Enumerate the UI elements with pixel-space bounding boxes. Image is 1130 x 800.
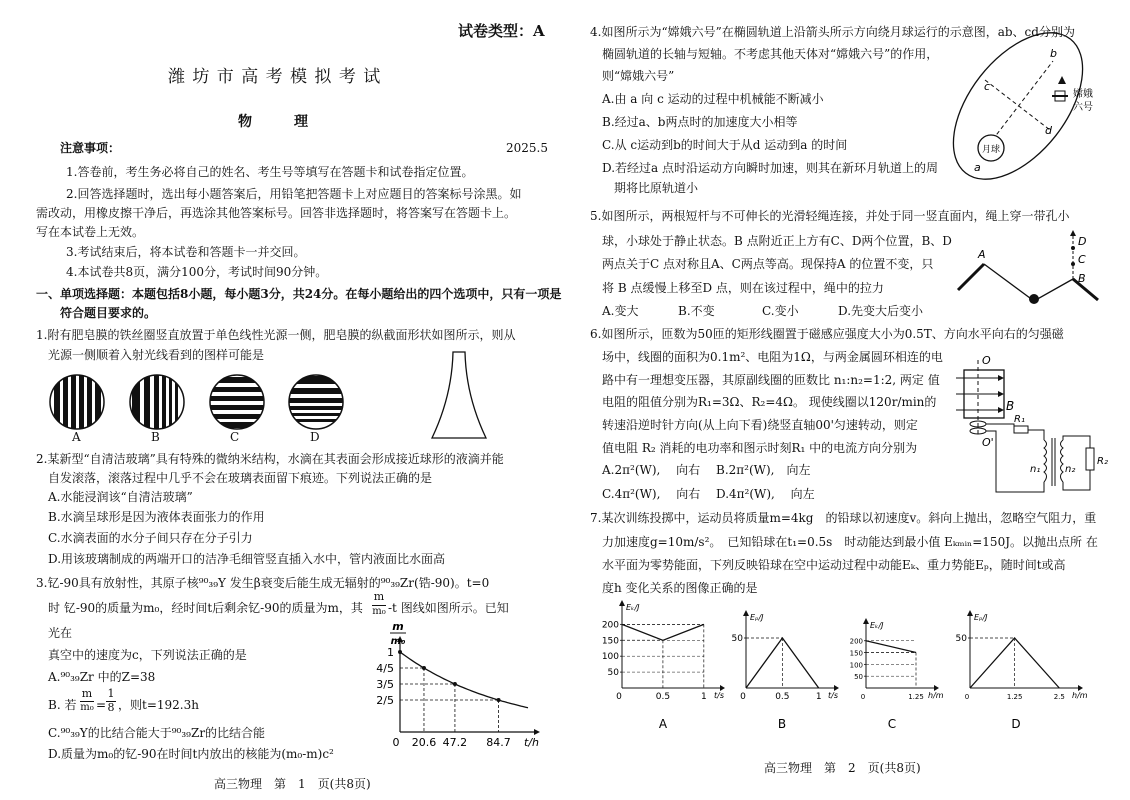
y-tick: 150 xyxy=(601,636,619,647)
y-axis-label: Eₚ/J xyxy=(974,613,988,622)
y-tick: 50 xyxy=(607,668,619,679)
graph-option-label: A xyxy=(658,717,668,731)
x-tick: 1.25 xyxy=(908,693,924,701)
probe-label-1: 嫦娥 xyxy=(1073,89,1093,100)
q2-option-c: C.水滴表面的水分子间只存在分子引力 xyxy=(48,531,253,545)
x-axis-label: h/m xyxy=(928,691,944,700)
x-axis-label: t/s xyxy=(714,691,724,700)
q6-stem: 电阻的阻值分别为R₁=3Ω、R₂=4Ω。 现使线圈以120r/min的 xyxy=(602,395,937,409)
y-tick: 50 xyxy=(955,634,967,644)
q6-stem: 值电阻 R₂ 消耗的电功率和图示时刻R₁ 中的电流方向分别为 xyxy=(602,441,918,455)
q1-label-c: C xyxy=(230,430,240,444)
y-axis-arrow xyxy=(743,610,749,616)
q3-optb-one: 1 xyxy=(107,687,115,700)
label-O: O xyxy=(982,354,991,367)
q6-stem: 6.如图所示，匝数为50匝的矩形线圈置于磁感应强度大小为0.5T、方向水平向右的匀强磁 xyxy=(590,327,1064,341)
label-n2: n₂ xyxy=(1065,464,1076,475)
q4-option-a: A.由 a 向 c 运动的过程中机械能不断减小 xyxy=(602,92,824,106)
moon-label: 月球 xyxy=(981,145,1001,155)
notice-title: 注意事项： xyxy=(60,141,121,155)
y-axis-label: Eₖ/J xyxy=(626,603,640,612)
q3-ylabel-num: m xyxy=(392,620,404,633)
subject-title: 物 理 xyxy=(238,114,308,130)
q3-stem: 时 钇-90的质量为m₀，经时间t后剩余钇-90的质量为m，其 xyxy=(48,601,363,615)
q4-stem: 4.如图所示为“嫦娥六号”在椭圆轨道上沿箭头所示方向绕月球运行的示意图，ab、cd分别为 xyxy=(590,25,1075,39)
notice-line: 2.回答选择题时，选出每小题答案后，用铅笔把答题卡上对应题目的答案标号涂黑。如 xyxy=(66,187,522,201)
q3-stem: -t 图线如图所示。已知 xyxy=(388,601,509,615)
q3-frac-num: m xyxy=(373,590,385,603)
q7-stem: 水平面为零势能面，下列反映铅球在空中运动过程中动能Eₖ、重力势能Eₚ，随时间t或高 xyxy=(602,558,1066,572)
x-tick: 2.5 xyxy=(1053,693,1065,701)
q5-stem: 5.如图所示，两根短杆与不可伸长的光滑轻绳连接，并处于同一竖直面内，绳上穿一带孔小 xyxy=(590,209,1070,223)
q3-option-a: A.⁹⁰₃₉Zr 中的Z=38 xyxy=(48,670,156,684)
q3-optb-eight: 8 xyxy=(107,701,115,714)
q5-stem: 将 B 点缓慢上移至D 点，则在该过程中，绳中的拉力 xyxy=(602,281,884,295)
data-line xyxy=(622,624,704,640)
notice-line: 3.考试结束后，将本试卷和答题卡一并交回。 xyxy=(66,245,306,259)
q3-ytick: 2/5 xyxy=(376,694,394,707)
y-tick: 200 xyxy=(849,637,863,646)
probe-label-2: 六号 xyxy=(1073,102,1093,113)
q3-xtick: 84.7 xyxy=(486,736,511,749)
q1-stem: 光源一侧顺着入射光线看到的图样可能是 xyxy=(48,348,265,362)
q7-graph-d xyxy=(956,610,1088,731)
graph-option-label: C xyxy=(887,717,897,731)
q3-ytick: 1 xyxy=(387,646,394,659)
q1-label-b: B xyxy=(151,430,160,444)
x-tick: 0.5 xyxy=(655,692,671,702)
x-tick: 1.25 xyxy=(1006,693,1023,701)
q4-option-b: B.经过a、b两点时的加速度大小相等 xyxy=(602,115,798,129)
label-R2: R₂ xyxy=(1097,456,1108,467)
exam-title: 潍 坊 市 高 考 模 拟 考 试 xyxy=(168,67,382,87)
q7-stem: 7.某次训练投掷中，运动员将质量m=4kg 的铅球以初速度v。斜向上抛出，忽略空气阻力，重 xyxy=(590,511,1097,525)
q3-option-b: B. 若 xyxy=(48,698,77,712)
data-line xyxy=(866,641,916,653)
x-tick: 1 xyxy=(700,692,707,702)
point-c-label: c xyxy=(984,80,991,93)
y-tick: 50 xyxy=(731,634,743,644)
y-tick: 150 xyxy=(849,649,863,658)
exam-date: 2025.5 xyxy=(506,141,548,155)
section-heading: 一、单项选择题：本题包括8小题，每小题3分，共24分。在每小题给出的四个选项中，只有一项是 xyxy=(36,287,562,301)
label-O-prime: O' xyxy=(982,436,994,449)
notice-line: 4.本试卷共8页，满分100分，考试时间90分钟。 xyxy=(66,265,328,279)
q3-xlabel: t/h xyxy=(524,736,539,749)
section-heading-cont: 符合题目要求的。 xyxy=(60,306,157,320)
q5-stem: 球，小球处于静止状态。B 点附近正上方有C、D两个位置，B、D xyxy=(602,234,952,248)
graph-option-label: B xyxy=(777,717,787,731)
y-tick: 50 xyxy=(854,673,863,682)
q4-stem: 则“嫦娥六号” xyxy=(602,69,675,83)
y-axis-arrow xyxy=(967,610,973,616)
x-tick: 0 xyxy=(860,693,866,701)
x-tick: 0 xyxy=(964,693,970,701)
q6-option-b: B.2π²(W), 向左 xyxy=(716,463,811,477)
q3-ytick: 4/5 xyxy=(376,662,394,675)
q3-option-b-rest: ，则t=192.3h xyxy=(118,698,199,712)
q3-optb-eq: = xyxy=(96,698,107,712)
q3-ylabel-den: m₀ xyxy=(390,636,406,647)
x-tick: 0 xyxy=(740,692,746,702)
graph-option-label: D xyxy=(1011,717,1021,731)
q5-option-d: D.先变大后变小 xyxy=(838,304,924,318)
q6-option-a: A.2π²(W), 向右 xyxy=(602,463,701,477)
label-A: A xyxy=(978,248,986,261)
footer-right: 高三物理 第 2 页(共8页) xyxy=(764,761,921,775)
q3-stem: 真空中的速度为c，下列说法正确的是 xyxy=(48,648,247,662)
q5-option-b: B.不变 xyxy=(678,304,715,318)
q3-xtick: 47.2 xyxy=(442,736,468,749)
point-a-label: a xyxy=(974,161,981,174)
q2-option-a: A.水能浸润该“自清洁玻璃” xyxy=(48,490,193,504)
y-axis-arrow xyxy=(863,618,869,624)
point-d-label: d xyxy=(1045,124,1052,137)
paper-type: 试卷类型：A xyxy=(458,22,545,40)
y-axis-label: Eₚ/J xyxy=(750,613,764,622)
q1-label-a: A xyxy=(72,430,81,444)
x-tick: 0 xyxy=(616,692,622,702)
q6-stem: 场中，线圈的面积为0.1m²、电阻为1Ω，与两金属圆环相连的电 xyxy=(602,350,943,364)
q6-stem: 转速沿逆时针方向(从上向下看)绕竖直轴00'匀速转动，则定 xyxy=(602,418,918,432)
y-tick: 100 xyxy=(849,661,863,670)
footer-left: 高三物理 第 1 页(共8页) xyxy=(214,777,371,791)
q3-stem: 3.钇-90具有放射性，其原子核⁹⁰₃₉Y 发生β衰变后能生成无辐射的⁹⁰₃₉Zr(锆-90)。t=0 xyxy=(36,576,490,590)
q4-option-d-cont: 期将比原轨道小 xyxy=(614,181,699,195)
q3-ytick: 3/5 xyxy=(376,678,394,691)
q1-label-d: D xyxy=(310,430,320,444)
point-b-label: b xyxy=(1050,47,1057,60)
label-D: D xyxy=(1078,235,1087,248)
notice-line: 写在本试卷上无效。 xyxy=(36,225,145,239)
label-C: C xyxy=(1078,253,1086,266)
x-axis-label: h/m xyxy=(1072,691,1088,700)
x-axis-label: t/s xyxy=(828,691,838,700)
q7-graph-a xyxy=(602,600,725,731)
q3-optb-num: m xyxy=(81,687,93,700)
q3-xtick: 20.6 xyxy=(411,736,437,749)
x-tick: 0.5 xyxy=(775,692,790,702)
y-tick: 100 xyxy=(601,652,619,663)
label-B: B xyxy=(1078,272,1086,285)
q2-stem: 2.某新型“自清洁玻璃”具有特殊的微纳米结构，水滴在其表面会形成接近球形的液滴并能 xyxy=(36,452,504,466)
q7-graph-c xyxy=(850,618,944,731)
q3-option-d: D.质量为m₀的钇-90在时间t内放出的核能为(m₀-m)c² xyxy=(48,747,334,761)
q3-stem: 光在 xyxy=(48,626,73,640)
y-tick: 200 xyxy=(601,620,619,631)
q3-option-c: C.⁹⁰₃₉Y的比结合能大于⁹⁰₃₉Zr的比结合能 xyxy=(48,726,266,740)
q5-option-c: C.变小 xyxy=(762,304,799,318)
q3-optb-den: m₀ xyxy=(80,702,94,713)
q2-stem: 自发滚落，滚落过程中几乎不会在玻璃表面留下痕迹。下列说法正确的是 xyxy=(48,471,433,485)
notice-line: 需改动，用橡皮擦干净后，再选涂其他答案标号。回答非选择题时，将答案写在答题卡上。 xyxy=(36,206,517,220)
q7-graph-b xyxy=(732,610,839,731)
y-axis-label: Eₖ/J xyxy=(870,621,884,630)
q6-option-c: C.4π²(W), 向右 xyxy=(602,487,701,501)
q2-option-b: B.水滴呈球形是因为液体表面张力的作用 xyxy=(48,510,265,524)
x-tick: 1 xyxy=(815,692,822,702)
q5-stem: 两点关于C 点对称且A、C两点等高。现保持A 的位置不变，只 xyxy=(602,257,934,271)
q7-stem: 度h 变化关系的图像正确的是 xyxy=(602,581,758,595)
q6-option-d: D.4π²(W), 向左 xyxy=(716,487,815,501)
q4-option-c: C.从 c运动到b的时间大于从d 运动到a 的时间 xyxy=(602,138,848,152)
notice-line: 1.答卷前，考生务必将自己的姓名、考生号等填写在答题卡和试卷指定位置。 xyxy=(66,165,474,179)
q3-xtick: 0 xyxy=(392,736,400,749)
q6-stem: 路中有一理想变压器，其原副线圈的匝数比 n₁:n₂=1:2, 两定 值 xyxy=(602,373,940,387)
q5-option-a: A.变大 xyxy=(602,304,639,318)
q3-frac-den: m₀ xyxy=(372,606,386,617)
label-R1: R₁ xyxy=(1014,414,1025,425)
q7-stem: 力加速度g=10m/s²。 已知铅球在t₁=0.5s 时动能达到最小值 Eₖₘᵢₙ=150J。以抛出点所 在 xyxy=(602,535,1098,549)
q4-stem: 椭圆轨道的长轴与短轴。不考虑其他天体对“嫦娥六号”的作用， xyxy=(602,47,939,61)
label-n1: n₁ xyxy=(1030,464,1041,475)
q1-stem: 1.附有肥皂膜的铁丝圈竖直放置于单色线性光源一侧，肥皂膜的纵截面形状如图所示，则从 xyxy=(36,328,516,342)
label-B-field: B xyxy=(1006,399,1015,413)
q4-option-d: D.若经过a 点时沿运动方向瞬时加速，则其在新环月轨道上的周 xyxy=(602,161,938,175)
y-axis-arrow xyxy=(619,600,625,606)
q2-option-d: D.用该玻璃制成的两端开口的洁净毛细管竖直插入水中，管内液面比水面高 xyxy=(48,552,446,566)
